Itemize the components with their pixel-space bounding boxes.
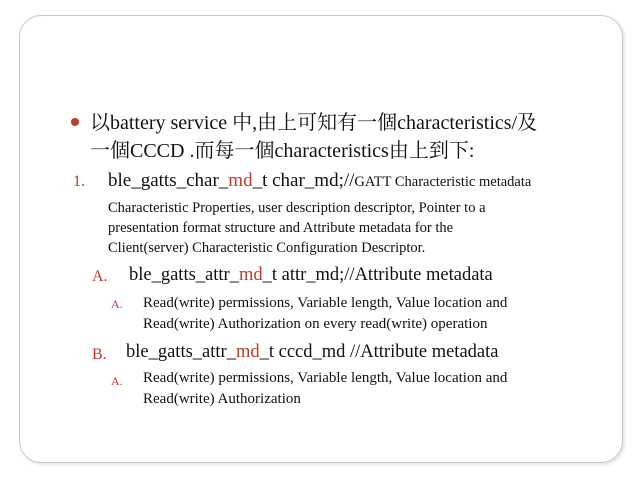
itemB-sub-line-2: Read(write) Authorization [143, 391, 301, 407]
item1-comment: GATT Characteristic metadata [354, 174, 532, 190]
itemB-marker: B. [92, 346, 107, 363]
item1-desc-line-3: Client(server) Characteristic Configuration Descriptor. [108, 240, 426, 256]
itemB-sub-marker: A. [111, 374, 123, 388]
itemB-code-pre: ble_gatts_attr_ [126, 342, 236, 362]
itemA-code-pre: ble_gatts_attr_ [129, 265, 239, 285]
item1-code-red: md [228, 170, 253, 191]
itemA-sub-marker: A. [111, 297, 123, 311]
itemA-marker: A. [92, 268, 108, 285]
itemA-heading [129, 265, 493, 286]
bullet-dot-icon [71, 118, 79, 126]
item1-code-pre: ble_gatts_char_ [108, 170, 229, 191]
bullet-line-2: 一個CCCD .而每一個characteristics由上到下: [90, 140, 475, 162]
itemA-code-red: md [238, 265, 263, 285]
itemB-code-red: md [235, 342, 260, 362]
itemA-sub-line-1: Read(write) permissions, Variable length, Value location and [143, 295, 508, 311]
slide-frame [19, 15, 623, 463]
item1-desc-line-2: presentation format structure and Attribute metadata for the [108, 220, 454, 236]
item1-desc-line-1: Characteristic Properties, user description descriptor, Pointer to a [108, 200, 486, 216]
itemB-sub-line-1: Read(write) permissions, Variable length, Value location and [143, 370, 508, 386]
itemB-code-post: _t cccd_md //Attribute metadata [259, 342, 499, 362]
itemA-code-post: _t attr_md;//Attribute metadata [262, 265, 493, 285]
item1-code-post: _t char_md;// [252, 170, 355, 191]
itemA-sub-line-2: Read(write) Authorization on every read(write) operation [143, 316, 488, 332]
itemB-heading [126, 342, 498, 363]
item1-heading [108, 170, 531, 192]
item1-marker: 1. [73, 173, 85, 190]
bullet-line-1: 以battery service 中,由上可知有一個characteristics/及 [90, 112, 538, 134]
